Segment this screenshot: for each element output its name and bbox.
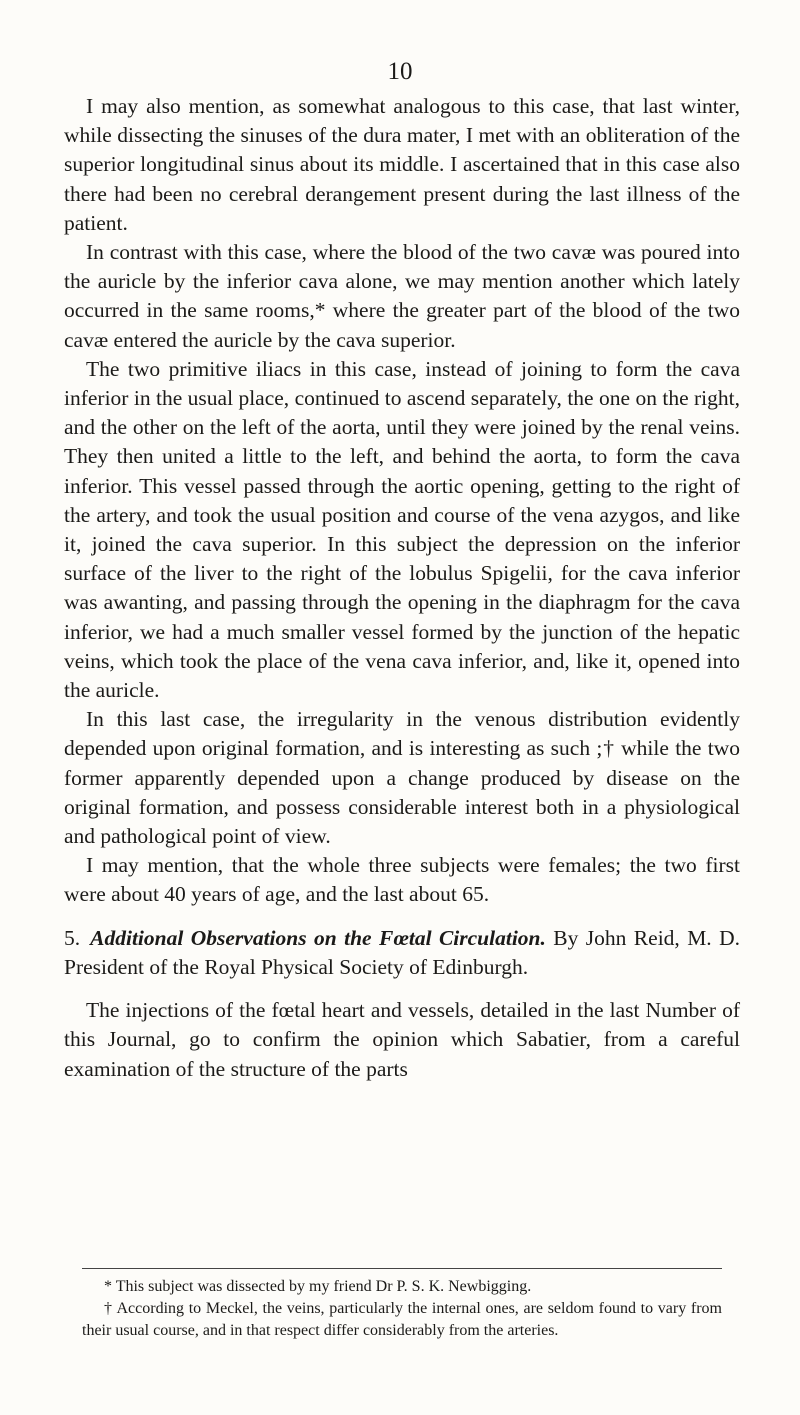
paragraph: In contrast with this case, where the blood of the two cavæ was poured into the auricle by the inferior cava alone, we may mention another which lately occurred in the same rooms,* where the greater part of the blood of the two cavæ entered the auricle by the cava superior. bbox=[64, 240, 740, 352]
footnote-rule bbox=[82, 1268, 722, 1269]
section-heading bbox=[64, 924, 740, 982]
section-byline: By John Reid, M. D. President of the Royal Physical Society of Edinburgh. bbox=[64, 925, 740, 979]
paragraph: I may also mention, as somewhat analogous to this case, that last winter, while dissecting the sinuses of the dura mater, I met with an obliteration of the superior longitudinal sinus about its middle. I ascertained that in this case also there had been no cerebral derangement present during the last illness of the patient. bbox=[64, 94, 740, 235]
paragraph: The two primitive iliacs in this case, instead of joining to form the cava inferior in the usual place, continued to ascend separately, the one on the right, and the other on the left of the aorta, until they were joined by the renal veins. They then united a little to the left, and behind the aorta, to form the cava inferior. This vessel passed through the aortic opening, getting to the right of the artery, and took the usual position and course of the vena azygos, and like it, joined the cava superior. In this subject the depression on the inferior surface of the liver to the right of the lobulus Spigelii, for the cava inferior was awanting, and passing through the opening in the diaphragm for the cava inferior, we had a much smaller vessel formed by the junction of the hepatic veins, which took the place of the vena cava inferior, and, like it, opened into the auricle. bbox=[64, 356, 740, 703]
body-text bbox=[64, 92, 740, 1084]
paragraph: In this last case, the irregularity in the venous distribution evidently depended upon original formation, and is interesting as such ;† while the two former apparently depended upon a change produced by disease on the original formation, and possess considerable interest both in a physiological and pathological point of view. bbox=[64, 707, 740, 849]
footnotes bbox=[82, 1276, 722, 1342]
section-title: Additional Observations on the Fœtal Circulation. bbox=[90, 925, 546, 950]
paragraph: I may mention, that the whole three subjects were females; the two first were about 40 years of age, and the last about 65. bbox=[64, 853, 740, 907]
footnote: † According to Meckel, the veins, particularly the internal ones, are seldom found to vary from their usual course, and in that respect differ considerably from the arteries. bbox=[82, 1300, 722, 1339]
paragraph: The injections of the fœtal heart and vessels, detailed in the last Number of this Journal, go to confirm the opinion which Sabatier, from a careful examination of the structure of the parts bbox=[64, 998, 740, 1081]
section-number: 5. bbox=[64, 925, 81, 950]
page-number: 10 bbox=[387, 58, 413, 85]
footnote: * This subject was dissected by my friend Dr P. S. K. Newbigging. bbox=[104, 1278, 532, 1295]
